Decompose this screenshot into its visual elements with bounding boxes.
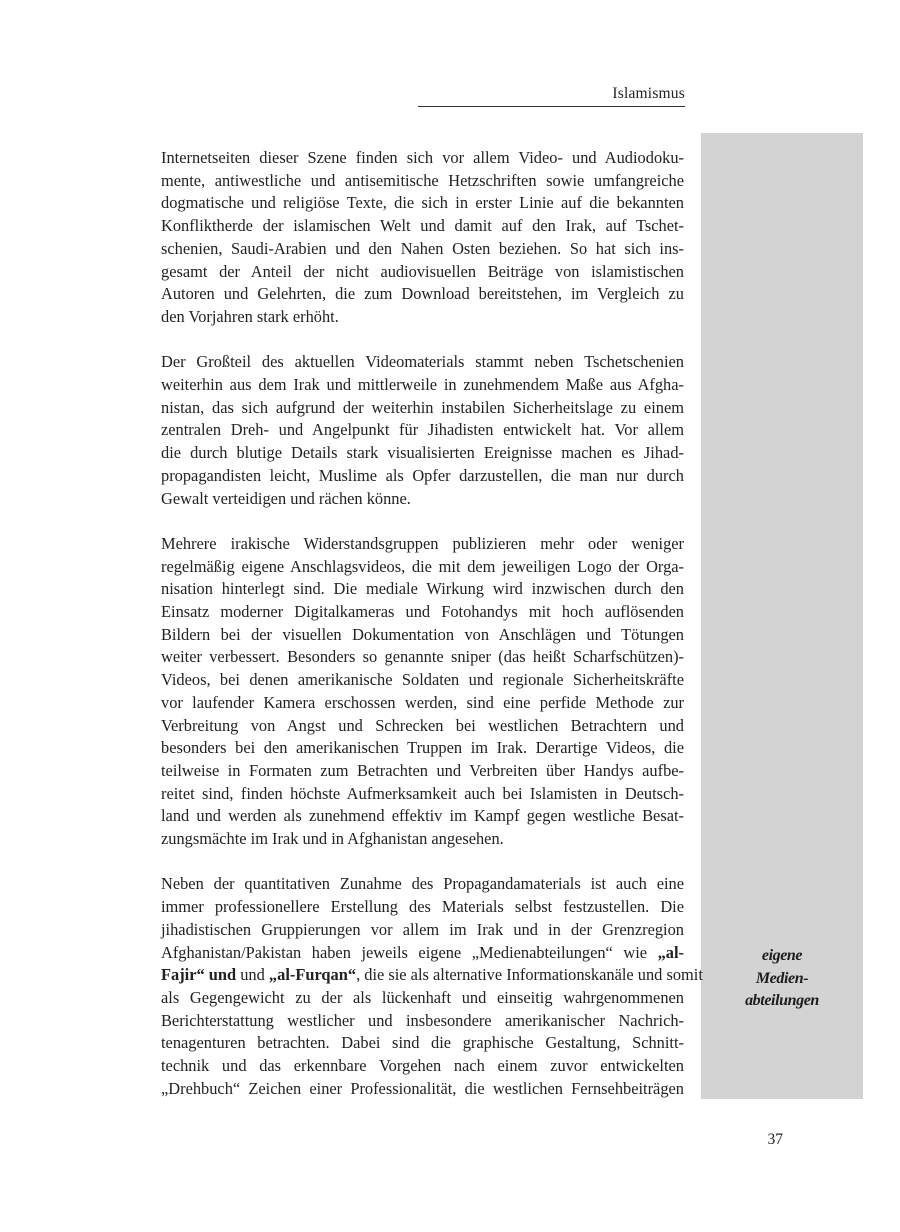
text-line: zungsmächte im Irak und in Afghanistan angesehen. bbox=[161, 829, 504, 849]
text-line: regelmäßig eigene Anschlagsvideos, die mit dem jeweiligen Logo der Orga- bbox=[161, 556, 684, 576]
margin-sidebar bbox=[701, 133, 863, 1099]
text-line: Internetseiten dieser Szene finden sich vor allem Video- und Audiodoku- bbox=[161, 148, 684, 167]
text-segment: Afghanistan/Pakistan haben jeweils eigene „Medienabteilungen“ wie bbox=[161, 942, 658, 962]
text-line: Gewalt verteidigen und rächen könne. bbox=[161, 488, 411, 508]
margin-note-line: eigene bbox=[761, 947, 803, 964]
text-line: Neben der quantitativen Zunahme des Propagandamaterials ist auch eine bbox=[161, 874, 684, 894]
text-line: Mehrere irakische Widerstandsgruppen publizieren mehr oder weniger bbox=[161, 533, 684, 553]
text-line: nistan, das sich aufgrund der weiterhin instabilen Sicherheitslage zu einem bbox=[161, 397, 684, 417]
text-segment: , die sie als alternative Informationskanäle und somit bbox=[356, 965, 703, 985]
text-line: vor laufender Kamera erschossen werden, sind eine perfide Methode zur bbox=[161, 692, 684, 712]
text-line: schenien, Saudi-Arabien und den Nahen Osten beziehen. So hat sich ins- bbox=[161, 238, 684, 258]
text-line: nisation hinterlegt sind. Die mediale Wirkung wird inzwischen durch den bbox=[161, 579, 684, 599]
text-line: Einsatz moderner Digitalkameras und Fotohandys mit hoch auflösenden bbox=[161, 602, 684, 622]
medienabteilung-name: „al- bbox=[657, 942, 684, 962]
text-line: Autoren und Gelehrten, die zum Download bereitstehen, im Vergleich zu bbox=[161, 284, 684, 304]
text-line: land und werden als zunehmend effektiv im Kampf gegen westliche Besat- bbox=[161, 806, 684, 826]
text-line: zentralen Dreh- und Angelpunkt für Jihadisten entwickelt hat. Vor allem bbox=[161, 420, 684, 440]
margin-note bbox=[701, 945, 863, 1013]
page-number: 37 bbox=[767, 1131, 783, 1148]
text-line: dogmatische und religiöse Texte, die sich in erster Linie auf die bekannten bbox=[161, 193, 684, 213]
text-line bbox=[161, 964, 703, 987]
text-line: teilweise in Formaten zum Betrachten und Verbreiten über Handys aufbe- bbox=[161, 760, 684, 780]
text-line: als Gegengewicht zu der als lückenhaft und einseitig wahrgenommenen bbox=[161, 987, 684, 1007]
text-line: besonders bei den amerikanischen Truppen im Irak. Derartige Videos, die bbox=[161, 738, 684, 758]
paragraph bbox=[161, 873, 703, 1100]
text-line: tenagenturen betrachten. Dabei sind die graphische Gestaltung, Schnitt- bbox=[161, 1033, 684, 1053]
text-line: mente, antiwestliche und antisemitische Hetzschriften sowie umfangreiche bbox=[161, 170, 684, 190]
text-line: die durch blutige Details stark visualisierten Ereignisse machen es Jihad- bbox=[161, 443, 684, 463]
paragraph bbox=[161, 351, 684, 510]
text-line: weiter verbessert. Besonders so genannte sniper (das heißt Scharfschützen)- bbox=[161, 647, 684, 667]
medienabteilung-name: Fajir“ und bbox=[161, 965, 241, 985]
text-line bbox=[161, 942, 684, 965]
running-title: Islamismus bbox=[612, 85, 685, 102]
margin-note-line: abteilungen bbox=[745, 992, 819, 1009]
text-line: Konfliktherde der islamischen Welt und damit auf den Irak, auf Tschet- bbox=[161, 216, 684, 236]
text-line: den Vorjahren stark erhöht. bbox=[161, 306, 339, 326]
text-segment: und bbox=[240, 965, 269, 985]
text-line: „Drehbuch“ Zeichen einer Professionalität, die westlichen Fernsehbeiträgen bbox=[161, 1078, 684, 1098]
text-line: Verbreitung von Angst und Schrecken bei westlichen Betrachtern und bbox=[161, 715, 684, 735]
text-line: immer professionellere Erstellung des Materials selbst festzustellen. Die bbox=[161, 897, 684, 917]
text-line: weiterhin aus dem Irak und mittlerweile in zunehmendem Maße aus Afgha- bbox=[161, 375, 684, 395]
text-line: jihadistischen Gruppierungen vor allem im Irak und in der Grenzregion bbox=[161, 919, 684, 939]
paragraph bbox=[161, 147, 684, 329]
margin-note-line: Medien- bbox=[755, 969, 809, 987]
running-header bbox=[418, 84, 685, 107]
text-line: technik und das erkennbare Vorgehen nach einem zuvor entwickelten bbox=[161, 1056, 684, 1076]
text-line: gesamt der Anteil der nicht audiovisuellen Beiträge von islamistischen bbox=[161, 261, 684, 281]
text-line: Berichterstattung westlicher und insbesondere amerikanischer Nachrich- bbox=[161, 1010, 684, 1030]
text-line: Videos, bei denen amerikanische Soldaten und regionale Sicherheitskräfte bbox=[161, 670, 684, 690]
paragraph bbox=[161, 533, 684, 851]
text-line: Bildern bei der visuellen Dokumentation von Anschlägen und Tötungen bbox=[161, 624, 684, 644]
medienabteilung-name: „al-Furqan“ bbox=[268, 965, 357, 985]
text-line: reitet sind, finden höchste Aufmerksamkeit auch bei Islamisten in Deutsch- bbox=[161, 783, 684, 803]
body-text bbox=[161, 147, 703, 1123]
text-line: Der Großteil des aktuellen Videomaterials stammt neben Tschetschenien bbox=[161, 352, 684, 372]
text-line: propagandisten leicht, Muslime als Opfer darzustellen, die man nur durch bbox=[161, 465, 684, 485]
